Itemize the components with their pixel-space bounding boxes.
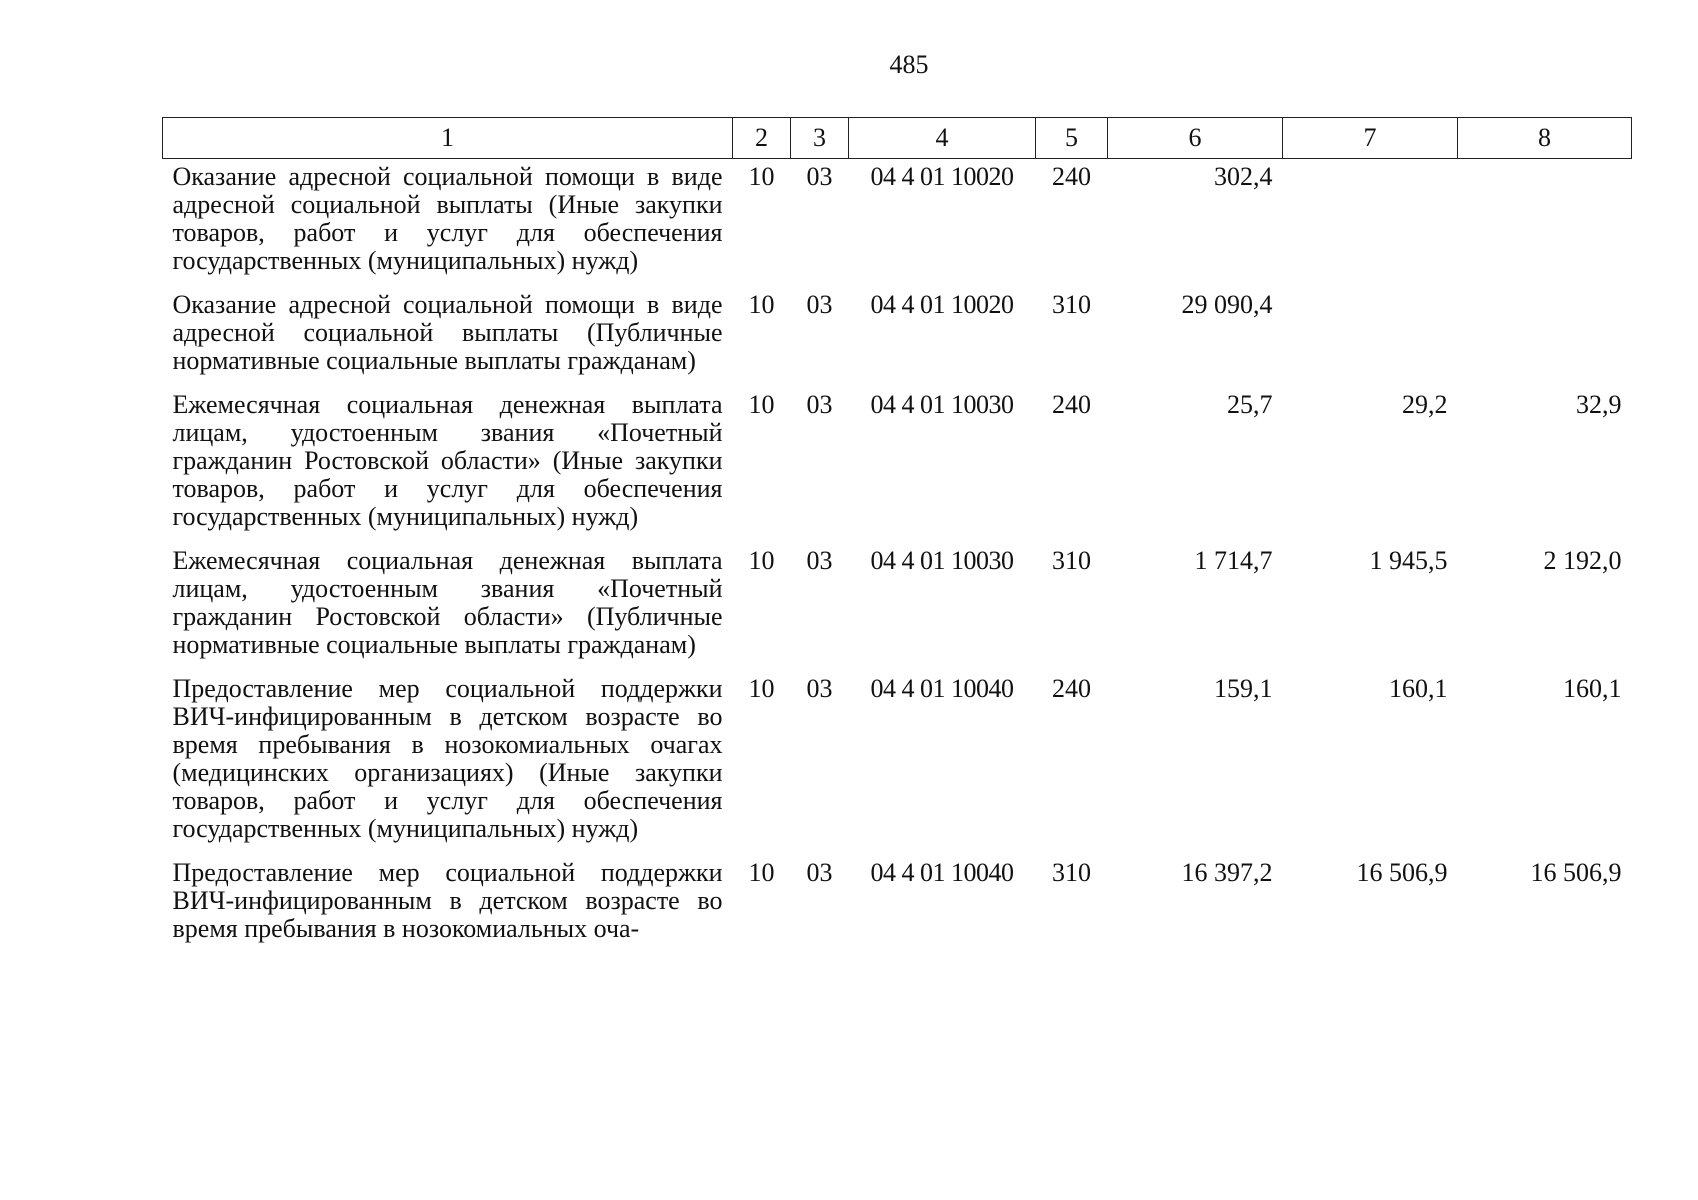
table-row [163, 287, 1632, 387]
row-col8-value: 16 506,9 [1530, 858, 1622, 887]
table-body [163, 159, 1632, 944]
row-col6-value: 25,7 [1227, 390, 1273, 419]
table-row [163, 159, 1632, 288]
header-col-8: 8 [1458, 118, 1632, 159]
budget-table [162, 117, 1632, 943]
row-description: Ежемесячная социальная денежная выплата лицам, удостоенным звания «Почетный гражданин Ростовской области» (Публичные нормативные социальные выплаты гражданам) [172, 546, 723, 659]
page-number: 485 [889, 50, 929, 79]
row-description: Предоставление мер социальной поддержки ВИЧ-инфицированным в детском возрасте во время пребывания в нозокомиальных оча- [172, 858, 723, 943]
row-description: Оказание адресной социальной помощи в виде адресной социальной выплаты (Публичные нормативные социальные выплаты гражданам) [172, 290, 723, 375]
row-section: 10 [748, 858, 775, 887]
row-description: Ежемесячная социальная денежная выплата лицам, удостоенным звания «Почетный гражданин Ростовской области» (Иные закупки товаров, работ и услуг для обеспечения государственных (муниципальных) нужд) [172, 390, 723, 531]
row-col7-value: 29,2 [1402, 390, 1448, 419]
table-row [163, 543, 1632, 671]
row-col7-value: 1 945,5 [1369, 546, 1448, 575]
row-section: 10 [748, 290, 775, 319]
header-col-7: 7 [1283, 118, 1458, 159]
row-subsection: 03 [806, 858, 833, 887]
row-col8-value [1458, 287, 1632, 387]
row-expense-type: 310 [1052, 858, 1091, 887]
table-row [163, 671, 1632, 855]
row-expense-type: 240 [1052, 674, 1091, 703]
row-col6-value: 1 714,7 [1194, 546, 1273, 575]
row-target-code: 04 4 01 10030 [870, 546, 1014, 575]
row-section: 10 [748, 546, 775, 575]
header-col-3: 3 [791, 118, 849, 159]
row-col6-value: 159,1 [1214, 674, 1273, 703]
row-col6-value: 16 397,2 [1181, 858, 1273, 887]
row-subsection: 03 [806, 162, 833, 191]
row-col6-value: 302,4 [1214, 162, 1273, 191]
header-col-1: 1 [163, 118, 733, 159]
header-col-5: 5 [1036, 118, 1108, 159]
row-col7-value [1283, 159, 1458, 288]
row-subsection: 03 [806, 546, 833, 575]
row-section: 10 [748, 162, 775, 191]
row-target-code: 04 4 01 10040 [870, 858, 1014, 887]
table-header [163, 118, 1632, 159]
row-description: Оказание адресной социальной помощи в виде адресной социальной выплаты (Иные закупки товаров, работ и услуг для обеспечения государственных (муниципальных) нужд) [172, 162, 723, 275]
row-target-code: 04 4 01 10030 [870, 390, 1014, 419]
row-col8-value: 32,9 [1576, 390, 1622, 419]
header-col-2: 2 [733, 118, 791, 159]
row-col8-value: 160,1 [1563, 674, 1622, 703]
row-section: 10 [748, 390, 775, 419]
row-target-code: 04 4 01 10040 [870, 674, 1014, 703]
table-row [163, 855, 1632, 943]
header-col-6: 6 [1108, 118, 1283, 159]
row-subsection: 03 [806, 674, 833, 703]
row-col8-value: 2 192,0 [1543, 546, 1622, 575]
header-col-4: 4 [849, 118, 1036, 159]
row-expense-type: 310 [1052, 290, 1091, 319]
row-expense-type: 240 [1052, 390, 1091, 419]
row-col7-value: 16 506,9 [1356, 858, 1448, 887]
row-target-code: 04 4 01 10020 [870, 290, 1014, 319]
row-expense-type: 240 [1052, 162, 1091, 191]
row-col7-value [1283, 287, 1458, 387]
row-col7-value: 160,1 [1389, 674, 1448, 703]
row-col6-value: 29 090,4 [1181, 290, 1273, 319]
table-row [163, 387, 1632, 543]
row-section: 10 [748, 674, 775, 703]
row-col8-value [1458, 159, 1632, 288]
row-description: Предоставление мер социальной поддержки ВИЧ-инфицированным в детском возрасте во время пребывания в нозокомиальных очагах (медицинских организациях) (Иные закупки товаров, работ и услуг для обеспечения государственных (муниципальных) нужд) [172, 674, 723, 843]
row-subsection: 03 [806, 390, 833, 419]
row-target-code: 04 4 01 10020 [870, 162, 1014, 191]
header-row [163, 118, 1632, 159]
row-expense-type: 310 [1052, 546, 1091, 575]
row-subsection: 03 [806, 290, 833, 319]
